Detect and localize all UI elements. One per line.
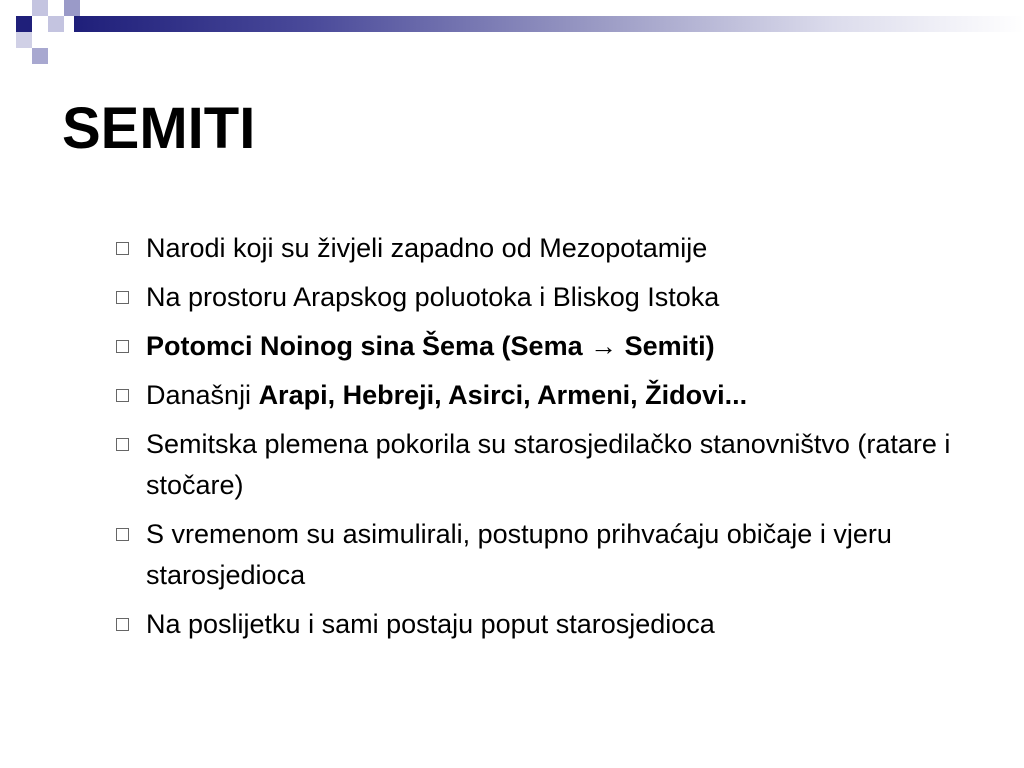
header-gradient-band (74, 16, 1024, 32)
hollow-square-bullet-icon (116, 528, 129, 541)
bullet-text: Današnji (146, 380, 259, 410)
hollow-square-bullet-icon (116, 389, 129, 402)
decor-square-mid (64, 0, 80, 16)
bullet-text: Na poslijetku i sami postaju poput starosjedioca (146, 609, 715, 639)
bullet-text: Na prostoru Arapskog poluotoka i Bliskog Istoka (146, 282, 720, 312)
decor-square-light (16, 32, 32, 48)
bullet-item (116, 228, 996, 269)
hollow-square-bullet-icon (116, 242, 129, 255)
hollow-square-bullet-icon (116, 618, 129, 631)
slide-title: SEMITI (62, 96, 256, 161)
bullet-item (116, 424, 996, 506)
hollow-square-bullet-icon (116, 438, 129, 451)
bullet-item (116, 277, 996, 318)
hollow-square-bullet-icon (116, 291, 129, 304)
bullet-item (116, 514, 996, 596)
decor-square-mid (32, 48, 48, 64)
bullet-text: Narodi koji su živjeli zapadno od Mezopotamije (146, 233, 708, 263)
decor-square-light (48, 16, 64, 32)
bullet-text: Semitska plemena pokorila su starosjedilačko stanovništvo (ratare i stočare) (146, 429, 951, 500)
bullet-item (116, 604, 996, 645)
bullet-text: S vremenom su asimulirali, postupno prihvaćaju običaje i vjeru starosjedioca (146, 519, 892, 590)
bullet-text-bold: Arapi, Hebreji, Asirci, Armeni, Židovi... (258, 380, 748, 410)
bullet-list (116, 228, 996, 653)
bullet-item (116, 326, 996, 367)
hollow-square-bullet-icon (116, 340, 129, 353)
decor-square-light (32, 0, 48, 16)
decor-square-navy (16, 16, 32, 32)
bullet-text-bold: Potomci Noinog sina Šema (Sema → Semiti) (146, 331, 715, 361)
bullet-item (116, 375, 996, 416)
